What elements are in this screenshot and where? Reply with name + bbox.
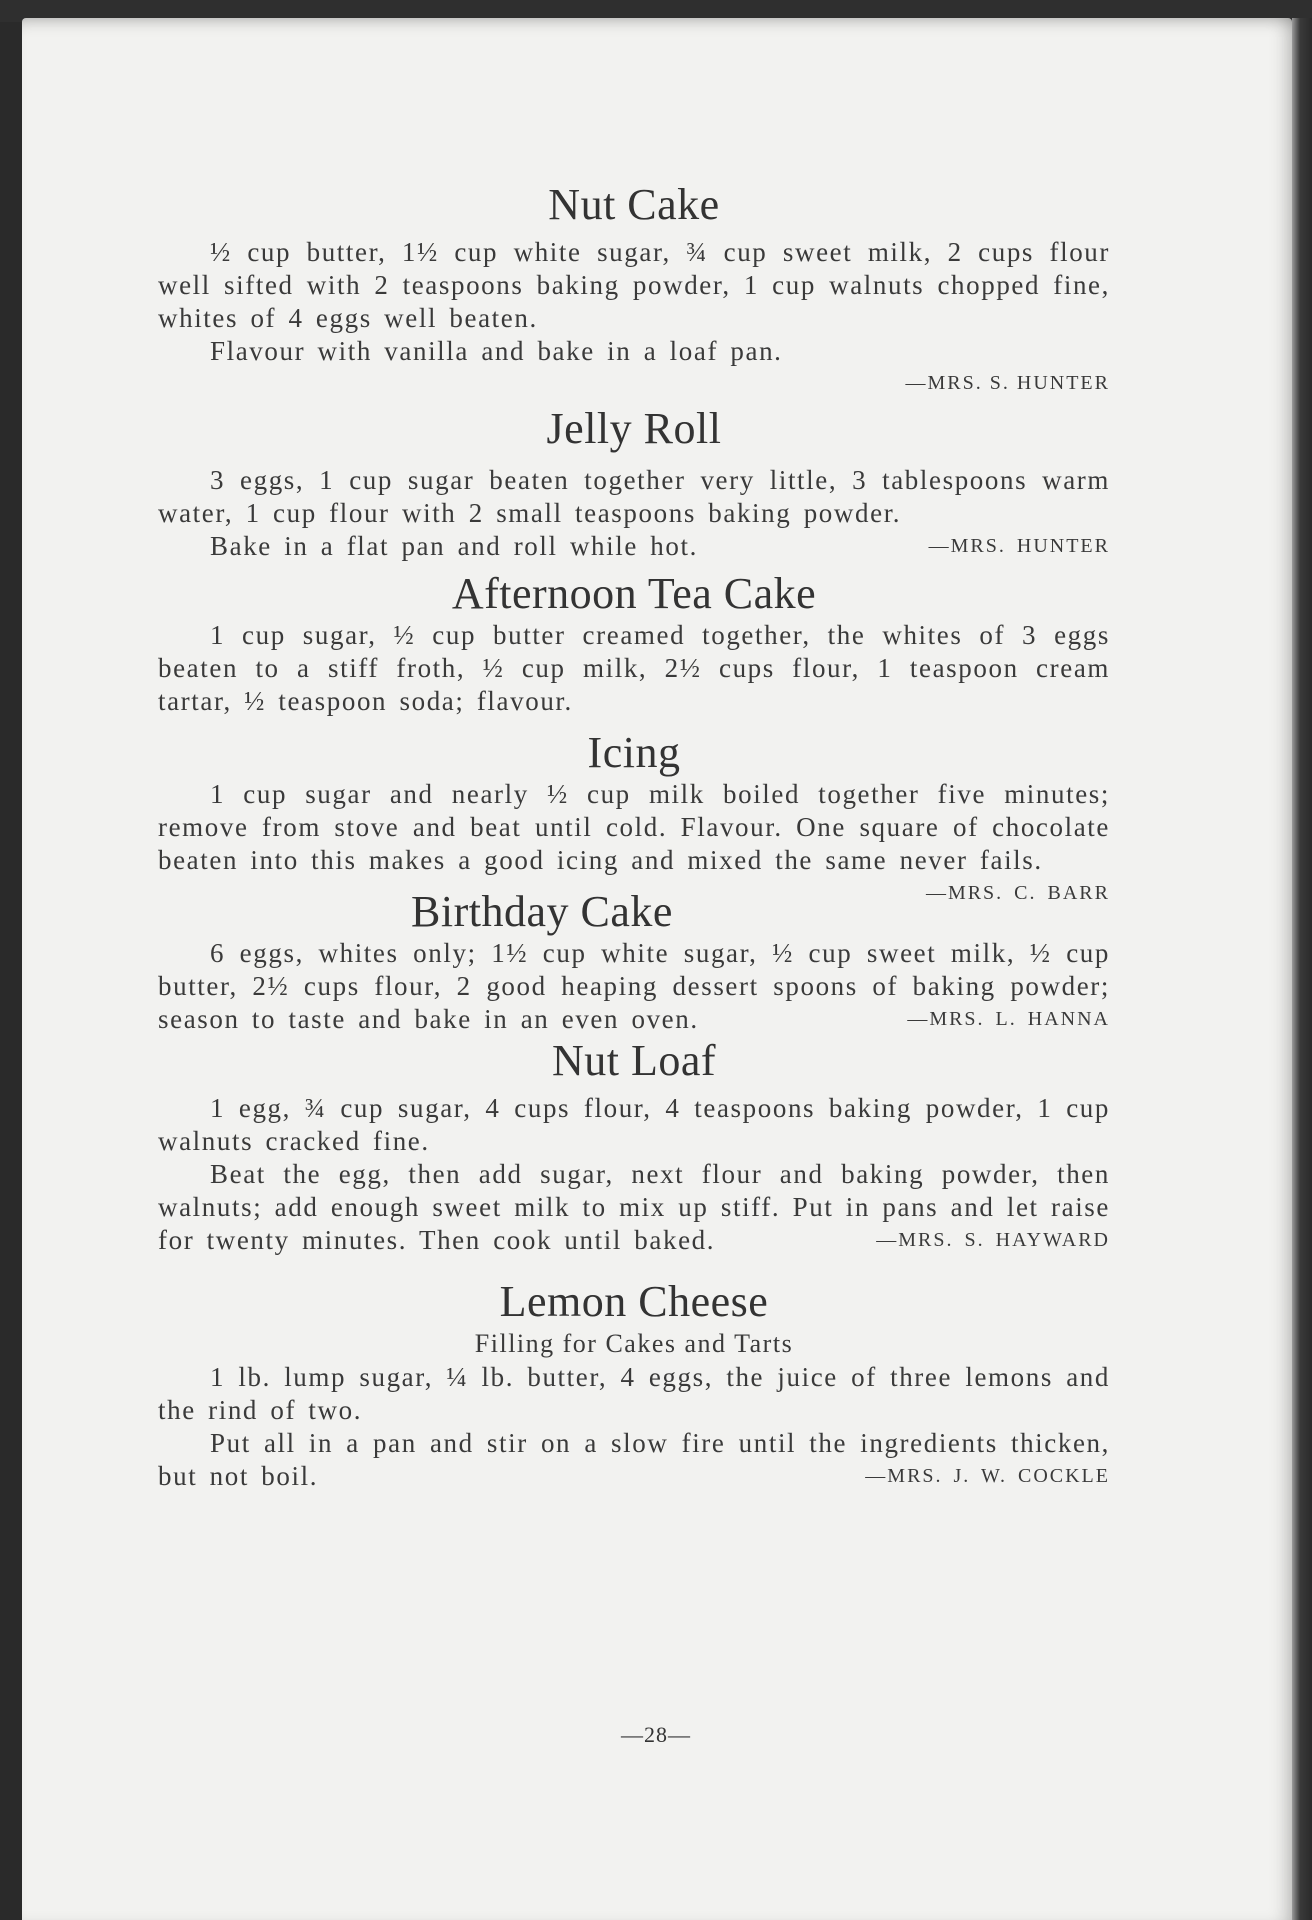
recipe-attribution: —MRS. C. BARR [925, 882, 1110, 904]
recipe-lemon-cheese [158, 1277, 1110, 1493]
recipe-jelly-roll [158, 404, 1110, 563]
scan-right-edge [1292, 18, 1312, 1920]
recipe-title: Birthday Cake [411, 887, 673, 936]
recipe-paragraph-text: 6 eggs, whites only; 1½ cup white sugar, ½ cup sweet milk, ½ cup butter, 2½ cups flour, 2 good heaping dessert spoons of baking powder; season to taste and bake in an even oven. [158, 938, 1110, 1034]
recipe-paragraph-with-attribution [158, 1427, 1110, 1493]
recipe-attribution: —MRS. HUNTER [928, 535, 1110, 557]
recipe-title: Jelly Roll [546, 404, 722, 453]
recipe-nut-loaf [158, 1036, 1110, 1257]
recipe-attribution: —MRS. S. HAYWARD [876, 1229, 1110, 1251]
recipe-paragraph: 3 eggs, 1 cup sugar beaten together very little, 3 tablespoons warm water, 1 cup flour with 2 small teaspoons baking powder. [158, 465, 1110, 528]
recipe-attribution: —MRS. L. HANNA [907, 1008, 1110, 1030]
recipe-paragraph-with-attribution [158, 937, 1110, 1036]
recipe-paragraph-with-attribution [158, 1158, 1110, 1257]
recipe-paragraph-text: Bake in a flat pan and roll while hot. [210, 531, 698, 561]
recipe-paragraph-with-attribution [158, 778, 1110, 904]
page-number: —28— [621, 1722, 691, 1747]
recipe-title: Lemon Cheese [499, 1277, 769, 1326]
recipe-title: Icing [587, 728, 681, 777]
recipe-column [158, 180, 1110, 1493]
recipe-paragraph: Flavour with vanilla and bake in a loaf pan. [210, 336, 783, 366]
recipe-attribution: —MRS. J. W. COCKLE [865, 1465, 1110, 1487]
recipe-title: Nut Loaf [551, 1036, 717, 1085]
recipe-paragraph: 1 lb. lump sugar, ¼ lb. butter, 4 eggs, the juice of three lemons and the rind of two. [158, 1362, 1110, 1425]
recipe-paragraph-text: 1 cup sugar and nearly ½ cup milk boiled together five minutes; remove from stove and beat until cold. Flavour. One square of chocolate beaten into this makes a good icing and mixed the same never fails. [158, 779, 1110, 875]
recipe-title: Afternoon Tea Cake [451, 569, 817, 618]
recipe-subtitle: Filling for Cakes and Tarts [474, 1329, 794, 1358]
recipe-nut-cake [158, 180, 1110, 398]
recipe-title: Nut Cake [548, 180, 720, 229]
recipe-paragraph-with-attribution [158, 530, 1110, 563]
recipe-paragraph: ½ cup butter, 1½ cup white sugar, ¾ cup sweet milk, 2 cups flour well sifted with 2 teaspoons baking powder, 1 cup walnuts chopped fine, whites of 4 eggs well beaten. [158, 237, 1110, 333]
recipe-paragraph-text: Put all in a pan and stir on a slow fire until the ingredients thicken, but not boil. [158, 1428, 1110, 1491]
recipe-icing [158, 728, 1110, 904]
recipe-paragraph: 1 cup sugar, ½ cup butter creamed together, the whites of 3 eggs beaten to a stiff froth, ½ cup milk, 2½ cups flour, 1 teaspoon cream tartar, ½ teaspoon soda; flavour. [158, 620, 1110, 716]
recipe-paragraph-text: Beat the egg, then add sugar, next flour and baking powder, then walnuts; add enough sweet milk to mix up stiff. Put in pans and let raise for twenty minutes. Then cook until baked. [158, 1159, 1110, 1255]
recipe-afternoon-tea-cake [158, 569, 1110, 718]
recipe-attribution: —MRS. S. HUNTER [905, 372, 1110, 394]
recipe-paragraph: 1 egg, ¾ cup sugar, 4 cups flour, 4 teaspoons baking powder, 1 cup walnuts cracked fine. [158, 1093, 1110, 1156]
